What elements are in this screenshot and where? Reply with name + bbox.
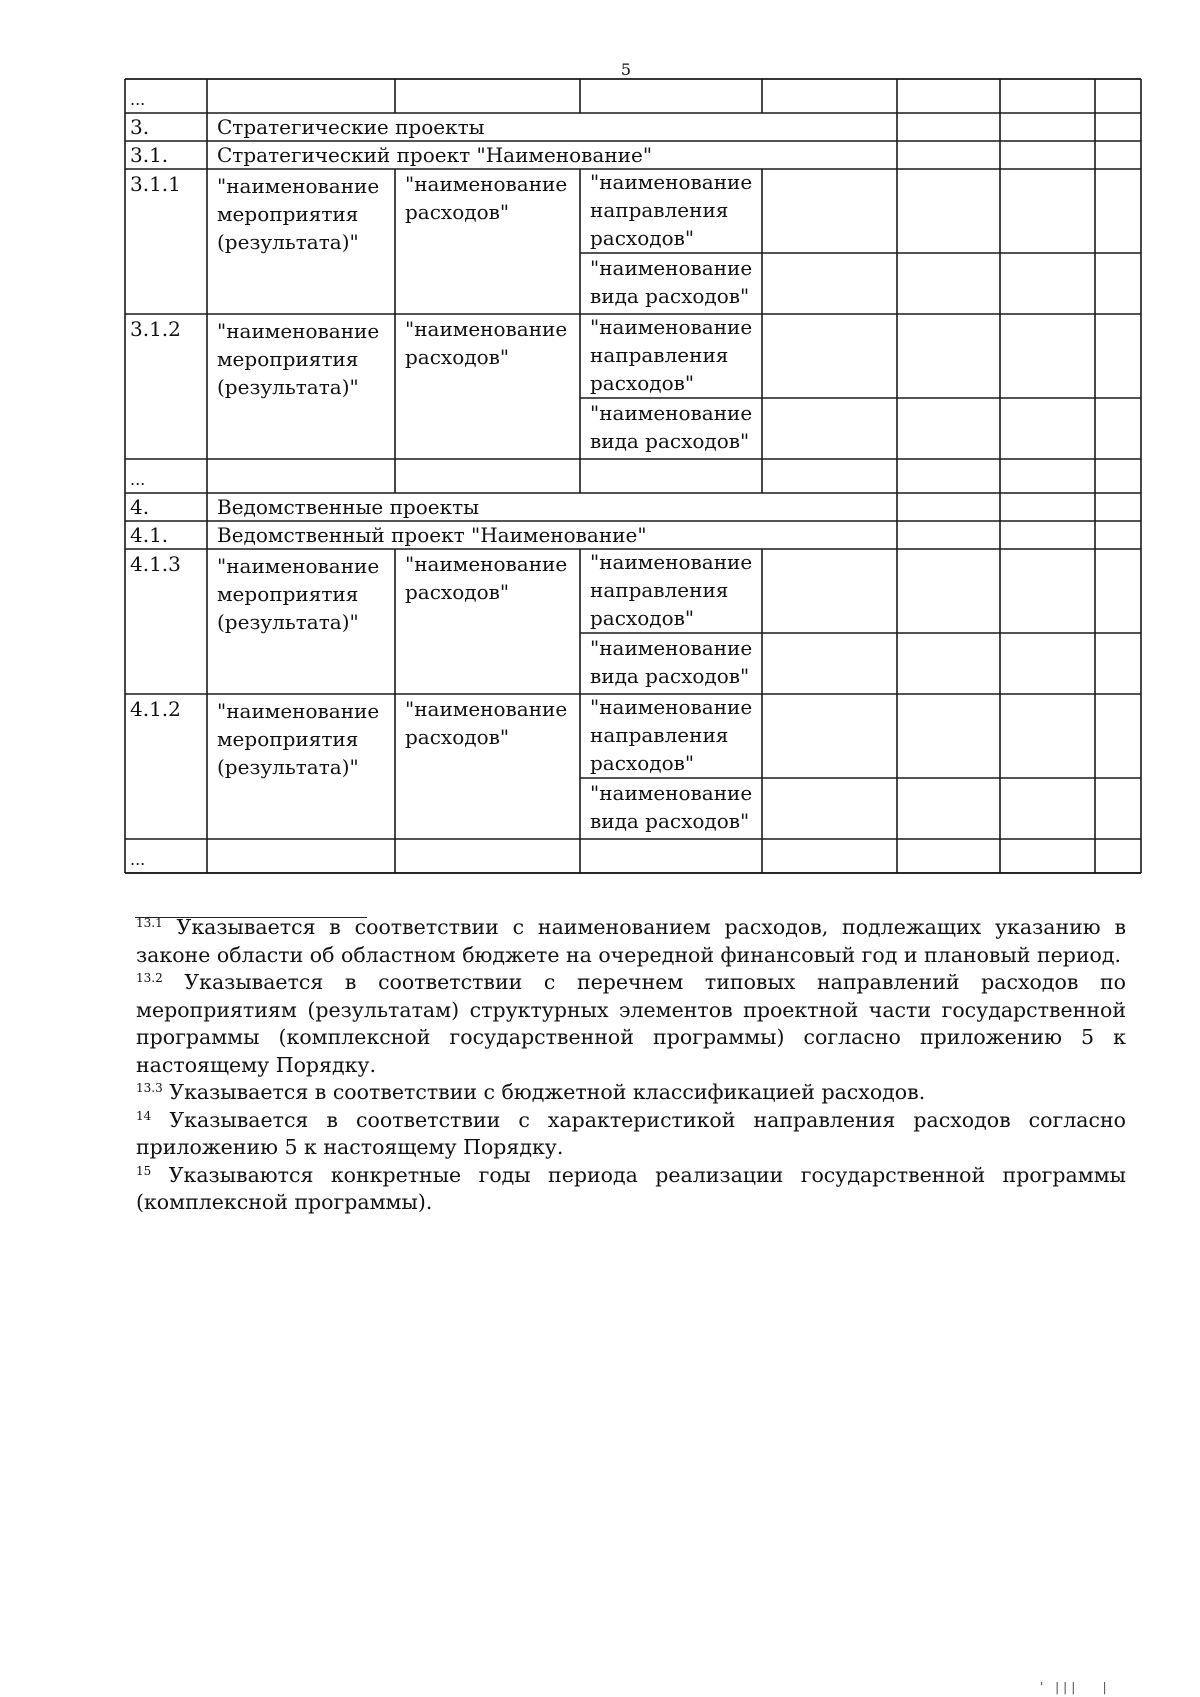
expense-name: расходов" [405, 725, 510, 749]
row-ellipsis: ... [130, 90, 146, 109]
row-number: 4.1.3 [130, 552, 181, 576]
section-title: Ведомственные проекты [217, 495, 480, 519]
activity-name: "наименование [217, 554, 380, 578]
expense-type-name: "наименование [590, 636, 753, 660]
footnote-mark: 13.2 [136, 971, 163, 985]
footnote-text: Указывается в соответствии с наименованием расходов, подлежащих указанию в законе области об областном бюджете на очередной финансовый год и плановый период. [136, 915, 1126, 967]
expense-type-name: "наименование [590, 781, 753, 805]
row-number: 3.1. [130, 143, 169, 167]
activity-name: мероприятия [217, 347, 359, 371]
direction-name: расходов" [590, 751, 695, 775]
expense-name: "наименование [405, 317, 568, 341]
footnote-mark: 15 [136, 1163, 152, 1178]
expense-type-name: вида расходов" [590, 664, 750, 688]
expense-type-name: вида расходов" [590, 284, 750, 308]
activity-name: мероприятия [217, 202, 359, 226]
direction-name: направления [590, 198, 729, 222]
expense-type-name: вида расходов" [590, 429, 750, 453]
expense-name: расходов" [405, 200, 510, 224]
direction-name: "наименование [590, 695, 753, 719]
direction-name: "наименование [590, 550, 753, 574]
footnote-text: Указывается в соответствии с перечнем типовых направлений расходов по мероприятиям (результатам) структурных элементов проектной части государственной программы (комплексной государственной программы) согласно приложению 5 к настоящему Порядку. [136, 970, 1126, 1077]
footnote-mark: 13.1 [136, 916, 163, 930]
direction-name: расходов" [590, 226, 695, 250]
footnote-text: Указывается в соответствии с бюджетной классификацией расходов. [169, 1080, 926, 1104]
footnotes [136, 914, 1126, 1217]
activity-name: мероприятия [217, 727, 359, 751]
direction-name: расходов" [590, 606, 695, 630]
activity-name: "наименование [217, 319, 380, 343]
section-title: Стратегические проекты [217, 115, 485, 139]
direction-name: направления [590, 343, 729, 367]
row-ellipsis: ... [130, 470, 146, 489]
expense-type-name: "наименование [590, 256, 753, 280]
expense-name: расходов" [405, 580, 510, 604]
footnote-mark: 14 [136, 1108, 152, 1123]
direction-name: направления [590, 578, 729, 602]
row-number: 3.1.2 [130, 317, 181, 341]
activity-name: "наименование [217, 174, 380, 198]
footnote-14 [136, 1107, 1126, 1162]
footnote-13-2 [136, 969, 1126, 1079]
scan-marks: ' ||| | [1040, 1680, 1111, 1694]
row-number: 4.1.2 [130, 697, 181, 721]
expense-name: "наименование [405, 552, 568, 576]
footnote-text: Указываются конкретные годы периода реализации государственной программы (комплексной программы). [136, 1162, 1126, 1214]
row-ellipsis: ... [130, 850, 146, 869]
section-title: Стратегический проект "Наименование" [217, 143, 653, 167]
row-number: 4. [130, 495, 150, 519]
expense-type-name: вида расходов" [590, 809, 750, 833]
page-number: 5 [620, 60, 632, 79]
activity-name: (результата)" [217, 610, 359, 634]
activity-name: (результата)" [217, 755, 359, 779]
activity-name: (результата)" [217, 375, 359, 399]
activity-name: мероприятия [217, 582, 359, 606]
footnote-15 [136, 1162, 1126, 1217]
expense-name: "наименование [405, 697, 568, 721]
footnote-text: Указывается в соответствии с характеристикой направления расходов согласно приложению 5 к настоящему Порядку. [136, 1107, 1126, 1159]
activity-name: (результата)" [217, 230, 359, 254]
footnote-mark: 13.3 [136, 1081, 163, 1095]
activity-name: "наименование [217, 699, 380, 723]
expense-type-name: "наименование [590, 401, 753, 425]
expense-name: расходов" [405, 345, 510, 369]
direction-name: "наименование [590, 170, 753, 194]
footnote-13-1 [136, 914, 1126, 969]
footnote-13-3 [136, 1079, 1126, 1107]
row-number: 3.1.1 [130, 172, 181, 196]
direction-name: направления [590, 723, 729, 747]
direction-name: "наименование [590, 315, 753, 339]
row-number: 4.1. [130, 523, 169, 547]
expense-name: "наименование [405, 172, 568, 196]
section-title: Ведомственный проект "Наименование" [217, 523, 647, 547]
direction-name: расходов" [590, 371, 695, 395]
row-number: 3. [130, 115, 150, 139]
